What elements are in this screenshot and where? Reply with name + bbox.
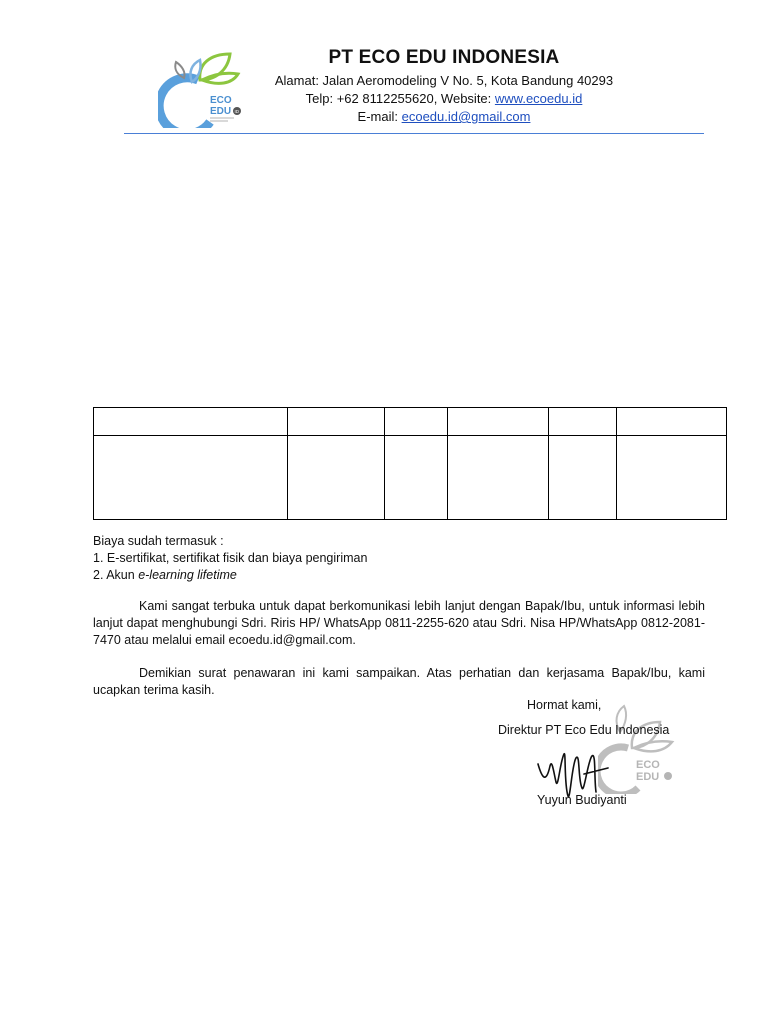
svg-text:ECO: ECO	[636, 759, 660, 771]
closing-paragraph-block	[93, 665, 705, 699]
svg-text:EDU: EDU	[636, 771, 660, 783]
table-cell	[94, 436, 288, 520]
includes-item-2-italic: e-learning lifetime	[138, 568, 237, 582]
table-row	[94, 436, 727, 520]
table-cell	[549, 436, 617, 520]
table-header-cell	[448, 408, 549, 436]
letterhead-divider	[124, 133, 704, 134]
includes-heading: Biaya sudah termasuk :	[93, 534, 224, 548]
table-cell	[384, 436, 448, 520]
company-name: PT ECO EDU INDONESIA	[328, 47, 560, 68]
includes-list	[93, 533, 705, 584]
table-header-cell	[384, 408, 448, 436]
table-cell	[617, 436, 727, 520]
contact-paragraph-block	[93, 598, 705, 649]
phone-text: Telp: +62 8112255620, Website:	[305, 91, 495, 106]
table-header-cell	[549, 408, 617, 436]
includes-item-2-prefix: 2. Akun	[93, 568, 139, 582]
table-cell	[448, 436, 549, 520]
includes-item-2	[93, 567, 705, 584]
company-email	[255, 108, 633, 126]
table-header-row	[94, 408, 727, 436]
signatory-name: Yuyun Budiyanti	[537, 793, 627, 807]
email-link[interactable]: ecoedu.id@gmail.com	[401, 109, 531, 124]
table-header-cell	[617, 408, 727, 436]
contact-paragraph: Kami sangat terbuka untuk dapat berkomunikasi lebih lanjut dengan Bapak/Ibu, untuk informasi lebih lanjut dapat menghubungi Sdri. Riris HP/ WhatsApp 0811-2255-620 atau Sdri. Nisa HP/WhatsApp 0812-2081-7470 atau melalui email ecoedu.id@gmail.com.	[93, 599, 705, 647]
svg-text:ECO: ECO	[210, 95, 232, 106]
table-header-cell	[94, 408, 288, 436]
table-cell	[287, 436, 384, 520]
svg-text:EDU: EDU	[210, 106, 232, 117]
closing-paragraph: Demikian surat penawaran ini kami sampaikan. Atas perhatian dan kerjasama Bapak/Ibu, kami ucapkan terima kasih.	[93, 666, 705, 697]
offer-table	[93, 407, 727, 520]
includes-item-1: 1. E-sertifikat, sertifikat fisik dan biaya pengiriman	[93, 551, 368, 565]
company-address: Alamat: Jalan Aeromodeling V No. 5, Kota Bandung 40293	[274, 73, 614, 88]
company-phone-website	[255, 90, 633, 108]
table-header-cell	[287, 408, 384, 436]
website-link[interactable]: www.ecoedu.id	[494, 91, 583, 106]
email-label: E-mail:	[357, 109, 402, 124]
eco-edu-logo	[158, 50, 250, 128]
signature-title: Direktur PT Eco Edu Indonesia	[498, 723, 670, 737]
svg-text:ID: ID	[234, 109, 239, 114]
letterhead	[255, 44, 633, 126]
signature-salutation: Hormat kami,	[527, 698, 602, 712]
